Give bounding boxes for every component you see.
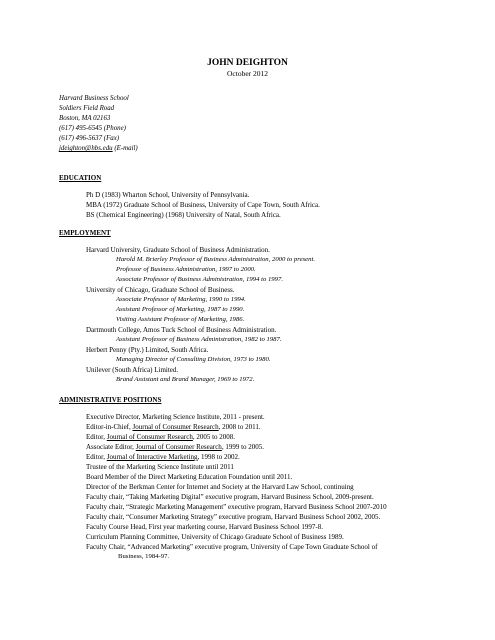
email-suffix: (E-mail)	[112, 145, 138, 152]
admin-item: Faculty chair, “Strategic Marketing Management” executive program, Harvard Business School 2007-2010	[86, 503, 387, 511]
admin-item-text: , 1998 to 2002.	[197, 453, 240, 461]
admin-item	[86, 442, 264, 452]
journal-title: Journal of Consumer Research	[132, 423, 219, 431]
admin-item-text: Editor-in-Chief,	[86, 423, 133, 431]
journal-title: Journal of Consumer Research	[135, 443, 222, 451]
journal-title: Journal of Consumer Research	[106, 433, 193, 441]
employment-role: Harold M. Brierley Professor of Business Administration, 2000 to present.	[116, 256, 316, 263]
employment-role: Assistant Professor of Marketing, 1987 to 1990.	[116, 306, 245, 313]
email-link[interactable]: jdeighton@hbs.edu	[59, 145, 113, 152]
employment-role: Professor of Business Administration, 1997 to 2000.	[116, 266, 256, 273]
journal-title: Journal of Interactive Marketing	[106, 453, 198, 461]
admin-item: Faculty chair, “Consumer Marketing Strategy” executive program, Harvard Business School 2002, 2005.	[86, 513, 381, 521]
cv-date: October 2012	[226, 69, 269, 78]
section-heading-employment: EMPLOYMENT	[59, 229, 111, 237]
employment-role: Brand Assistant and Brand Manager, 1969 to 1972.	[116, 376, 255, 383]
admin-item: Faculty Chair, “Advanced Marketing” executive program, University of Cape Town Graduate School of	[86, 543, 378, 551]
employment-role: Assistant Professor of Business Administration, 1982 to 1987.	[116, 336, 282, 343]
admin-item-text: , 1999 to 2005.	[221, 443, 265, 451]
employment-role: Visiting Assistant Professor of Marketing, 1986.	[116, 316, 245, 323]
address-line: Soldiers Field Road	[59, 105, 115, 112]
admin-item: Director of the Berkman Center for Internet and Society at the Harvard Law School, continuing	[86, 483, 354, 491]
admin-item	[86, 452, 240, 462]
admin-item-continuation: Business, 1984-97.	[118, 553, 170, 560]
admin-item: Trustee of the Marketing Science Institute until 2011	[86, 463, 234, 471]
fax-number: (617) 496-5637 (Fax)	[59, 135, 120, 142]
admin-item: Faculty Course Head, First year marketing course, Harvard Business School 1997-8.	[86, 523, 323, 531]
address-line: Boston, MA 02163	[59, 115, 111, 122]
address-line: Harvard Business School	[59, 95, 129, 102]
employer: Herbert Penny (Pty.) Limited, South Africa.	[86, 346, 209, 354]
admin-item	[86, 422, 261, 432]
section-heading-education: EDUCATION	[59, 174, 102, 182]
admin-item-text: , 2005 to 2008.	[192, 433, 236, 441]
employment-role: Associate Professor of Business Administration, 1994 to 1997.	[116, 276, 284, 283]
admin-item-text: , 2008 to 2011.	[218, 423, 261, 431]
education-item: BS (Chemical Engineering) (1968) University of Natal, South Africa.	[86, 211, 281, 219]
employer: Unilever (South Africa) Limited.	[86, 366, 179, 374]
admin-item-text: Editor,	[86, 433, 107, 441]
admin-item: Executive Director, Marketing Science Institute, 2011 - present.	[86, 413, 265, 421]
employment-role: Associate Professor of Marketing, 1990 to 1994.	[116, 296, 246, 303]
cv-name: JOHN DEIGHTON	[207, 58, 288, 68]
employer: University of Chicago, Graduate School of Business.	[86, 286, 235, 294]
employer: Harvard University, Graduate School of Business Administration.	[86, 246, 270, 254]
phone-number: (617) 495-6545 (Phone)	[59, 125, 126, 132]
education-item: MBA (1972) Graduate School of Business, University of Cape Town, South Africa.	[86, 201, 320, 209]
admin-item-text: Associate Editor,	[86, 443, 136, 451]
employer: Dartmouth College, Amos Tuck School of Business Administration.	[86, 326, 277, 334]
admin-item: Faculty chair, “Taking Marketing Digital” executive program, Harvard Business School, 2009-present.	[86, 493, 374, 501]
email-line	[59, 144, 138, 154]
education-item: Ph D (1983) Wharton School, University of Pennsylvania.	[86, 191, 250, 199]
admin-item	[86, 432, 235, 442]
admin-item: Curriculum Planning Committee, University of Chicago Graduate School of Business 1989.	[86, 533, 344, 541]
employment-role: Managing Director of Consulting Division, 1973 to 1980.	[116, 356, 271, 363]
admin-item-text: Editor,	[86, 453, 107, 461]
section-heading-administrative: ADMINISTRATIVE POSITIONS	[59, 396, 162, 404]
admin-item: Board Member of the Direct Marketing Education Foundation until 2011.	[86, 473, 293, 481]
